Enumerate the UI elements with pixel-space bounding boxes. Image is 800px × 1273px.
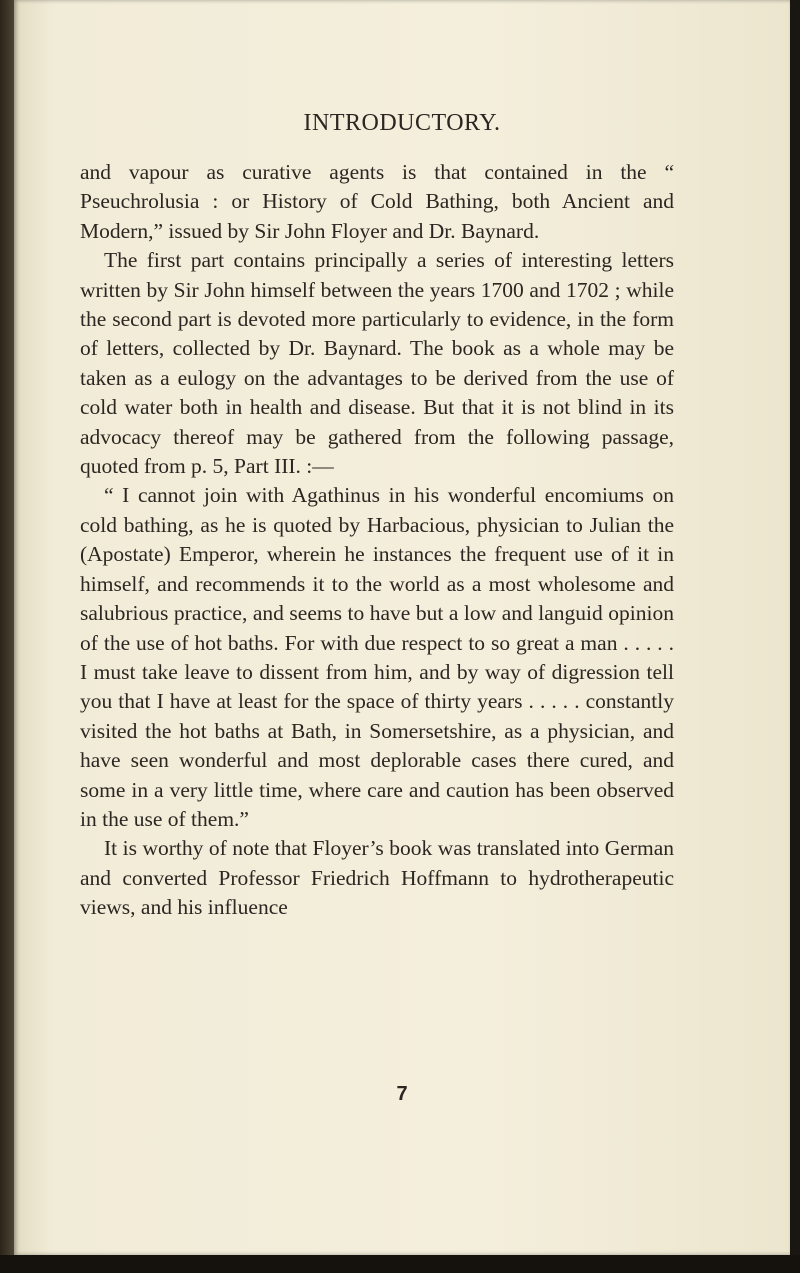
paragraph-quotation: “ I cannot join with Agathinus in his wonderful encomiums on cold bathing, as he is quoted by Harbacious, physician to Julian the (Apostate) Emperor, wherein he instances the frequent use of it in himself, and recommends it to the world as a most wholesome and salubrious practice, and seems to have but a low and languid opinion of the use of hot baths. For with due respect to so great a man . . . . . I must take leave to dissent from him, and by way of digression tell you that I have at least for the space of thirty years . . . . . constantly visited the hot baths at Bath, in Somersetshire, as a physician, and have seen wonderful and most deplorable cases there cured, and some in a very little time, where care and caution has been observed in the use of them.” <box>80 483 674 831</box>
book-page <box>14 0 790 1255</box>
running-head: INTRODUCTORY. <box>303 110 501 136</box>
paragraph-continuation: and vapour as curative agents is that contained in the “ Pseuchrolusia : or History of Cold Bathing, both Ancient and Modern,” issued by Sir John Floyer and Dr. Baynard. <box>80 160 674 243</box>
book-spine-edge <box>0 0 14 1273</box>
page-number: 7 <box>396 1083 408 1105</box>
body-text <box>80 158 674 923</box>
paragraph-german-translation: It is worthy of note that Floyer’s book was translated into German and converted Professor Friedrich Hoffmann to hydrotherapeutic views, and his influence <box>80 836 674 920</box>
paragraph-floyer-letters: The first part contains principally a series of interesting letters written by Sir John himself between the years 1700 and 1702 ; while the second part is devoted more particularly to evidence, in the form of letters, collected by Dr. Baynard. The book as a whole may be taken as a eulogy on the advantages to be derived from the use of cold water both in health and disease. But that it is not blind in its advocacy thereof may be gathered from the following passage, quoted from p. 5, Part III. :— <box>80 248 674 479</box>
page-bottom-edge <box>0 1255 800 1273</box>
